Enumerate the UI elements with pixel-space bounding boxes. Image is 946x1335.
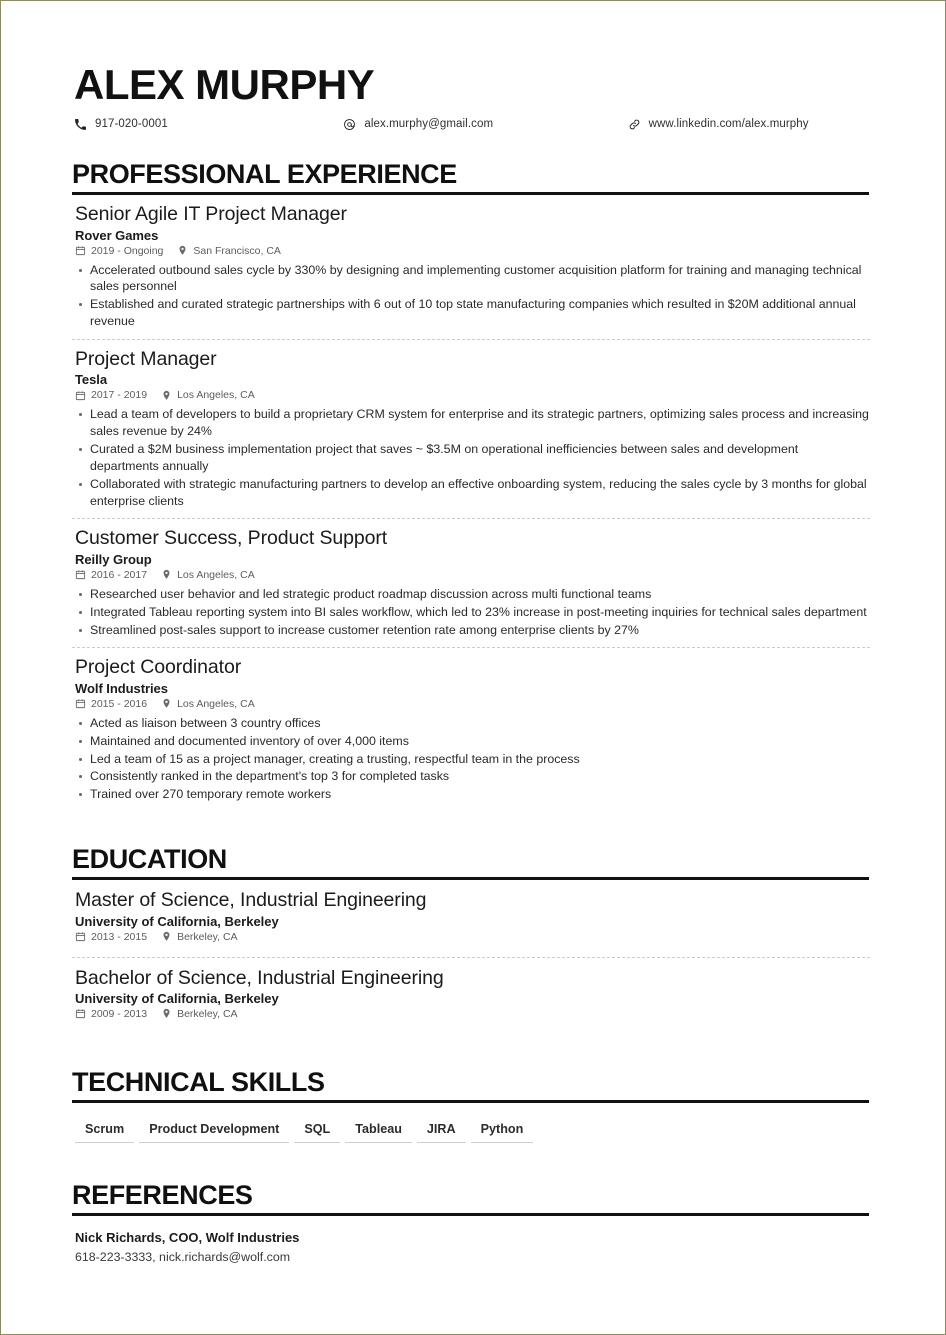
education-location: Berkeley, CA — [177, 930, 238, 943]
location-pin-icon — [177, 245, 188, 256]
reference-name: Nick Richards, COO, Wolf Industries — [75, 1230, 300, 1245]
job-location-block — [161, 569, 255, 581]
link-icon — [628, 118, 641, 131]
section-heading-education: EDUCATION — [72, 844, 227, 875]
job-bullet: Trained over 270 temporary remote workers — [72, 786, 870, 803]
education-location-block — [161, 1008, 238, 1020]
section-education — [72, 844, 870, 1034]
job-dates: 2019 - Ongoing — [91, 244, 164, 257]
contact-phone-text: 917-020-0001 — [95, 118, 168, 131]
skill-chip: Python — [471, 1119, 534, 1143]
experience-entry — [72, 340, 870, 520]
calendar-icon — [75, 245, 86, 256]
calendar-icon — [75, 390, 86, 401]
education-entry — [72, 958, 870, 1034]
education-degree: Bachelor of Science, Industrial Engineering — [75, 966, 444, 989]
job-dates-block — [75, 698, 147, 710]
section-heading-skills: TECHNICAL SKILLS — [72, 1066, 325, 1097]
email-icon — [343, 118, 356, 131]
job-location: San Francisco, CA — [193, 244, 281, 257]
job-bullet: Streamlined post-sales support to increase customer retention rate among enterprise clients by 27% — [72, 622, 870, 639]
experience-entry — [72, 519, 870, 648]
experience-entry — [72, 195, 870, 340]
skill-chip: Scrum — [75, 1119, 134, 1143]
education-location-block — [161, 931, 238, 943]
job-bullet: Consistently ranked in the department's top 3 for completed tasks — [72, 768, 870, 785]
job-company: Wolf Industries — [75, 680, 168, 696]
education-school: University of California, Berkeley — [75, 990, 279, 1006]
job-bullet: Led a team of 15 as a project manager, creating a trusting, respectful team in the process — [72, 751, 870, 768]
calendar-icon — [75, 931, 86, 942]
job-bullet: Curated a $2M business implementation project that saves ~ $3.5M on operational inefficiencies between sales and development departments annually — [72, 441, 870, 475]
location-pin-icon — [161, 390, 172, 401]
reference-entry — [72, 1230, 870, 1264]
education-meta — [75, 931, 870, 943]
section-rule-references — [72, 1213, 869, 1216]
job-bullet: Accelerated outbound sales cycle by 330% by designing and implementing customer acquisition platform for training and managing technical sales personnel — [72, 262, 870, 296]
job-bullet: Researched user behavior and led strategic product roadmap discussion across multi functional teams — [72, 586, 870, 603]
skill-chip: JIRA — [417, 1119, 466, 1143]
job-bullets — [72, 715, 870, 803]
phone-icon — [74, 118, 87, 131]
calendar-icon — [75, 569, 86, 580]
education-dates: 2013 - 2015 — [91, 930, 148, 943]
job-dates-block — [75, 569, 147, 581]
skills-list — [75, 1119, 870, 1143]
job-location: Los Angeles, CA — [177, 697, 255, 710]
section-heading-references: REFERENCES — [72, 1179, 253, 1210]
education-meta — [75, 1008, 870, 1020]
section-skills — [72, 1067, 870, 1143]
calendar-icon — [75, 1008, 86, 1019]
job-dates: 2016 - 2017 — [91, 568, 148, 581]
job-location-block — [177, 245, 281, 257]
job-meta — [75, 245, 870, 257]
skill-chip: Product Development — [139, 1119, 289, 1143]
job-meta — [75, 389, 870, 401]
job-company: Tesla — [75, 372, 108, 388]
job-meta — [75, 569, 870, 581]
education-dates-block — [75, 1008, 147, 1020]
job-company: Rover Games — [75, 227, 159, 243]
contact-email-text: alex.murphy@gmail.com — [364, 118, 494, 131]
job-dates-block — [75, 245, 163, 257]
job-title: Project Coordinator — [75, 656, 242, 679]
job-bullet: Established and curated strategic partnerships with 6 out of 10 top state manufacturing companies which resulted in $20M additional annual revenue — [72, 296, 870, 330]
section-heading-experience: PROFESSIONAL EXPERIENCE — [72, 159, 457, 190]
education-entry — [72, 880, 870, 957]
skill-chip: SQL — [294, 1119, 340, 1143]
job-location-block — [161, 389, 255, 401]
education-location: Berkeley, CA — [177, 1007, 238, 1020]
job-bullet: Integrated Tableau reporting system into BI sales workflow, which led to 23% increase in post-meeting inquiries for technical sales department — [72, 604, 870, 621]
section-rule-skills — [72, 1100, 869, 1103]
job-title: Project Manager — [75, 347, 217, 370]
section-references — [72, 1180, 870, 1264]
job-bullets — [72, 586, 870, 639]
reference-contact: 618-223-3333, nick.richards@wolf.com — [75, 1250, 291, 1264]
education-dates-block — [75, 931, 147, 943]
location-pin-icon — [161, 698, 172, 709]
job-bullet: Lead a team of developers to build a proprietary CRM system for enterprise and its strategic partners, optimizing sales process and increasing sales revenue by 24% — [72, 406, 870, 440]
job-title: Senior Agile IT Project Manager — [75, 203, 347, 226]
contact-linkedin[interactable] — [628, 118, 870, 131]
experience-entry — [72, 648, 870, 812]
job-meta — [75, 698, 870, 710]
contact-email[interactable] — [343, 118, 627, 131]
job-bullets — [72, 406, 870, 509]
education-school: University of California, Berkeley — [75, 913, 279, 929]
location-pin-icon — [161, 931, 172, 942]
section-experience — [72, 159, 870, 812]
job-company: Reilly Group — [75, 551, 152, 567]
job-bullet: Acted as liaison between 3 country offices — [72, 715, 870, 732]
contact-linkedin-text: www.linkedin.com/alex.murphy — [648, 118, 809, 131]
education-dates: 2009 - 2013 — [91, 1007, 148, 1020]
page-title: ALEX MURPHY — [74, 61, 375, 108]
job-dates: 2015 - 2016 — [91, 697, 148, 710]
contact-phone[interactable] — [74, 118, 343, 131]
education-degree: Master of Science, Industrial Engineering — [75, 889, 427, 912]
location-pin-icon — [161, 569, 172, 580]
job-bullets — [72, 262, 870, 330]
job-location: Los Angeles, CA — [177, 568, 255, 581]
job-title: Customer Success, Product Support — [75, 527, 388, 550]
job-bullet: Maintained and documented inventory of over 4,000 items — [72, 733, 870, 750]
calendar-icon — [75, 698, 86, 709]
resume-content — [72, 63, 870, 1264]
skill-chip: Tableau — [345, 1119, 412, 1143]
job-bullet: Collaborated with strategic manufacturing partners to develop an effective onboarding system, reducing the sales cycle by 3 months for global enterprise clients — [72, 476, 870, 510]
job-dates-block — [75, 389, 147, 401]
contact-row — [74, 113, 870, 135]
job-location-block — [161, 698, 255, 710]
location-pin-icon — [161, 1008, 172, 1019]
job-dates: 2017 - 2019 — [91, 389, 148, 402]
job-location: Los Angeles, CA — [177, 389, 255, 402]
